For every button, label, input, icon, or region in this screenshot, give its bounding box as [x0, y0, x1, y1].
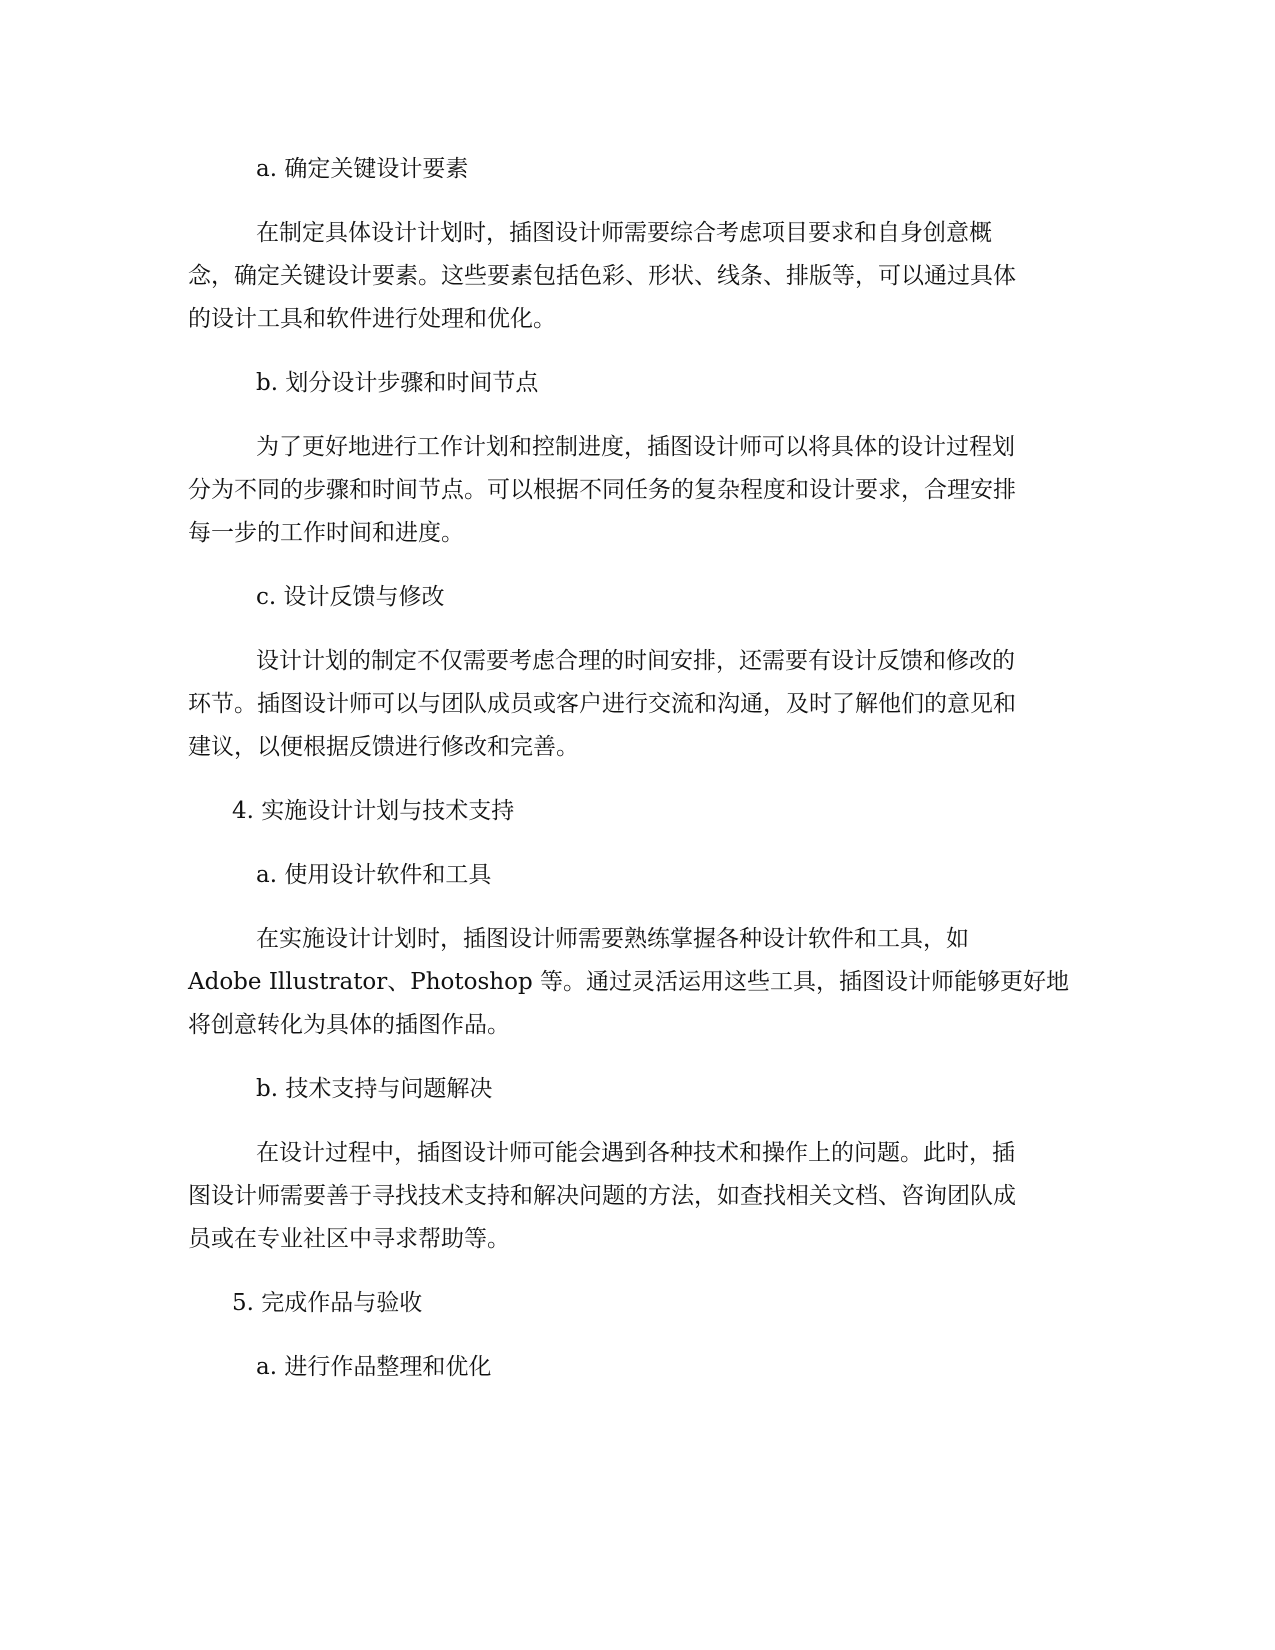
paragraph-line: 念，确定关键设计要素。这些要素包括色彩、形状、线条、排版等，可以通过具体: [188, 263, 1016, 289]
section-heading-4: 4. 实施设计计划与技术支持: [232, 798, 515, 824]
subsection-heading-3c: c. 设计反馈与修改: [256, 584, 445, 610]
paragraph-4b: [188, 1132, 1088, 1261]
paragraph-line: 为了更好地进行工作计划和控制进度，插图设计师可以将具体的设计过程划: [256, 434, 1015, 460]
paragraph-line: 设计计划的制定不仅需要考虑合理的时间安排，还需要有设计反馈和修改的: [256, 648, 1015, 674]
subsection-heading-5a: a. 进行作品整理和优化: [256, 1354, 492, 1380]
subsection-heading-4b: b. 技术支持与问题解决: [256, 1076, 493, 1102]
paragraph-line: 建议，以便根据反馈进行修改和完善。: [188, 734, 579, 760]
paragraph-line: 分为不同的步骤和时间节点。可以根据不同任务的复杂程度和设计要求，合理安排: [188, 477, 1016, 503]
paragraph-4a: [188, 918, 1088, 1047]
paragraph-line: 员或在专业社区中寻求帮助等。: [188, 1226, 510, 1252]
paragraph-line: 的设计工具和软件进行处理和优化。: [188, 306, 556, 332]
paragraph-line: Adobe Illustrator、Photoshop 等。通过灵活运用这些工具，插图设计师能够更好地: [188, 969, 1069, 995]
paragraph-line: 将创意转化为具体的插图作品。: [188, 1012, 510, 1038]
subsection-heading-3a: a. 确定关键设计要素: [256, 156, 469, 182]
section-heading-5: 5. 完成作品与验收: [232, 1290, 423, 1316]
paragraph-line: 在设计过程中，插图设计师可能会遇到各种技术和操作上的问题。此时，插: [256, 1140, 1015, 1166]
paragraph-line: 每一步的工作时间和进度。: [188, 520, 464, 546]
document-body: [188, 148, 1088, 1410]
paragraph-3b: [188, 426, 1088, 555]
paragraph-line: 在实施设计计划时，插图设计师需要熟练掌握各种设计软件和工具，如: [256, 926, 969, 952]
paragraph-line: 在制定具体设计计划时，插图设计师需要综合考虑项目要求和自身创意概: [256, 220, 992, 246]
paragraph-line: 图设计师需要善于寻找技术支持和解决问题的方法，如查找相关文档、咨询团队成: [188, 1183, 1016, 1209]
subsection-heading-4a: a. 使用设计软件和工具: [256, 862, 492, 888]
paragraph-3c: [188, 640, 1088, 769]
subsection-heading-3b: b. 划分设计步骤和时间节点: [256, 370, 539, 396]
paragraph-3a: [188, 212, 1088, 341]
paragraph-line: 环节。插图设计师可以与团队成员或客户进行交流和沟通，及时了解他们的意见和: [188, 691, 1016, 717]
